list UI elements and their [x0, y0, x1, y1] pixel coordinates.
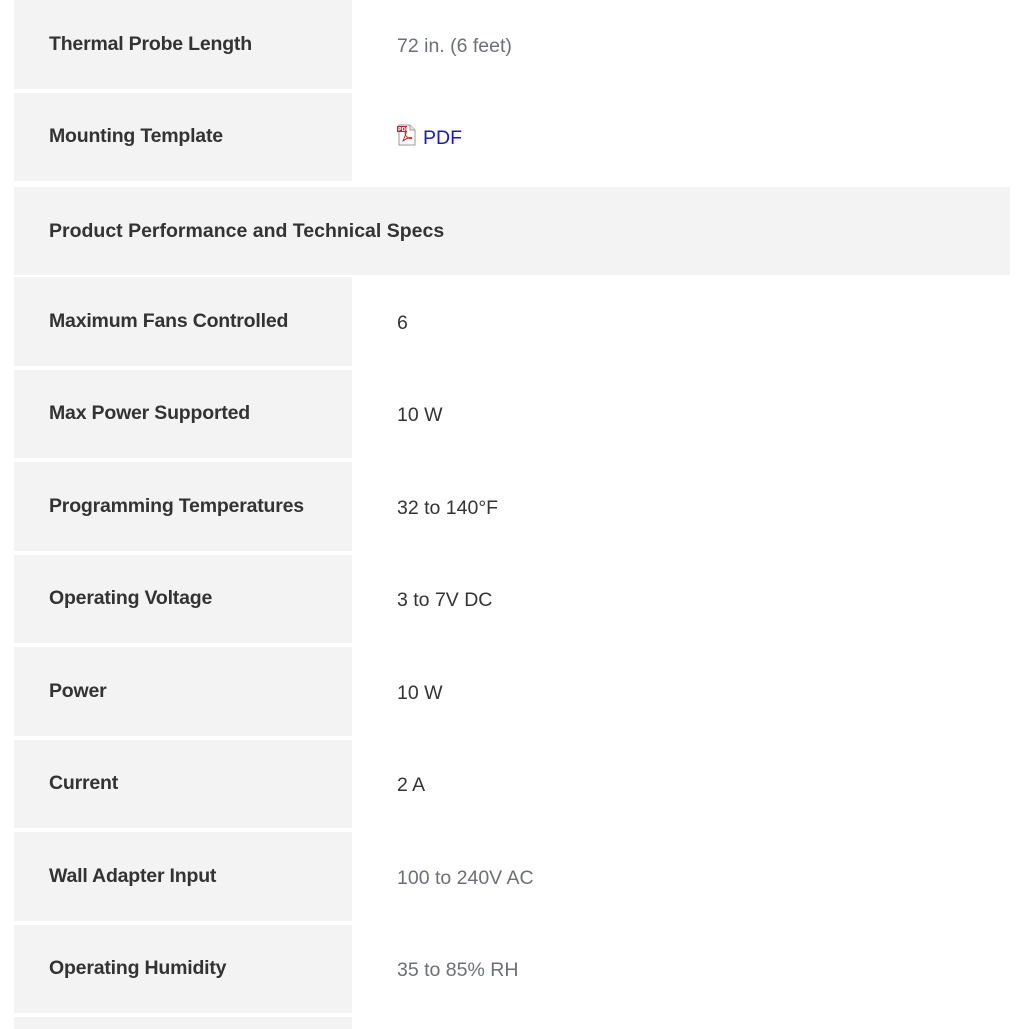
- spec-label: Operating Voltage: [14, 555, 352, 648]
- mounting-template-pdf-link[interactable]: [397, 127, 462, 150]
- spec-value: 10 W: [397, 404, 443, 427]
- spec-row-mounting-template: [14, 93, 1010, 186]
- spec-row-max-power-supported: [14, 370, 1010, 463]
- spec-value: 72 in. (6 feet): [397, 34, 512, 57]
- svg-text:PDF: PDF: [398, 126, 410, 133]
- pdf-link-label: PDF: [423, 127, 462, 150]
- spec-label: Power: [14, 647, 352, 740]
- spec-row-programming-temperatures: [14, 462, 1010, 555]
- spec-row-thermal-probe-length: [14, 0, 1010, 93]
- spec-row-power: [14, 647, 1010, 740]
- spec-value: 100 to 240V AC: [397, 866, 534, 889]
- section-header-performance-specs: Product Performance and Technical Specs: [14, 185, 1010, 277]
- spec-row-current: [14, 740, 1010, 833]
- pdf-file-icon: [397, 124, 417, 146]
- spec-value: 35 to 85% RH: [397, 959, 519, 982]
- spec-label: Wall Adapter Input: [14, 832, 352, 925]
- spec-row-partial: [14, 1017, 1010, 1029]
- spec-label-partial: [14, 1017, 352, 1029]
- spec-value: 2 A: [397, 774, 426, 797]
- spec-label: Mounting Template: [14, 93, 352, 186]
- spec-value: 3 to 7V DC: [397, 589, 493, 612]
- spec-value: 10 W: [397, 681, 443, 704]
- spec-value: [352, 93, 1010, 186]
- spec-value: 6: [397, 311, 408, 334]
- spec-label: Max Power Supported: [14, 370, 352, 463]
- spec-row-wall-adapter-input: [14, 832, 1010, 925]
- spec-row-operating-humidity: [14, 925, 1010, 1018]
- spec-label: Current: [14, 740, 352, 833]
- spec-label: Programming Temperatures: [14, 462, 352, 555]
- spec-label: Operating Humidity: [14, 925, 352, 1018]
- spec-label: Maximum Fans Controlled: [14, 277, 352, 370]
- spec-label: Thermal Probe Length: [14, 0, 352, 93]
- spec-row-maximum-fans-controlled: [14, 277, 1010, 370]
- spec-value: 32 to 140°F: [397, 496, 499, 519]
- spec-row-operating-voltage: [14, 555, 1010, 648]
- spec-table: [14, 0, 1010, 1029]
